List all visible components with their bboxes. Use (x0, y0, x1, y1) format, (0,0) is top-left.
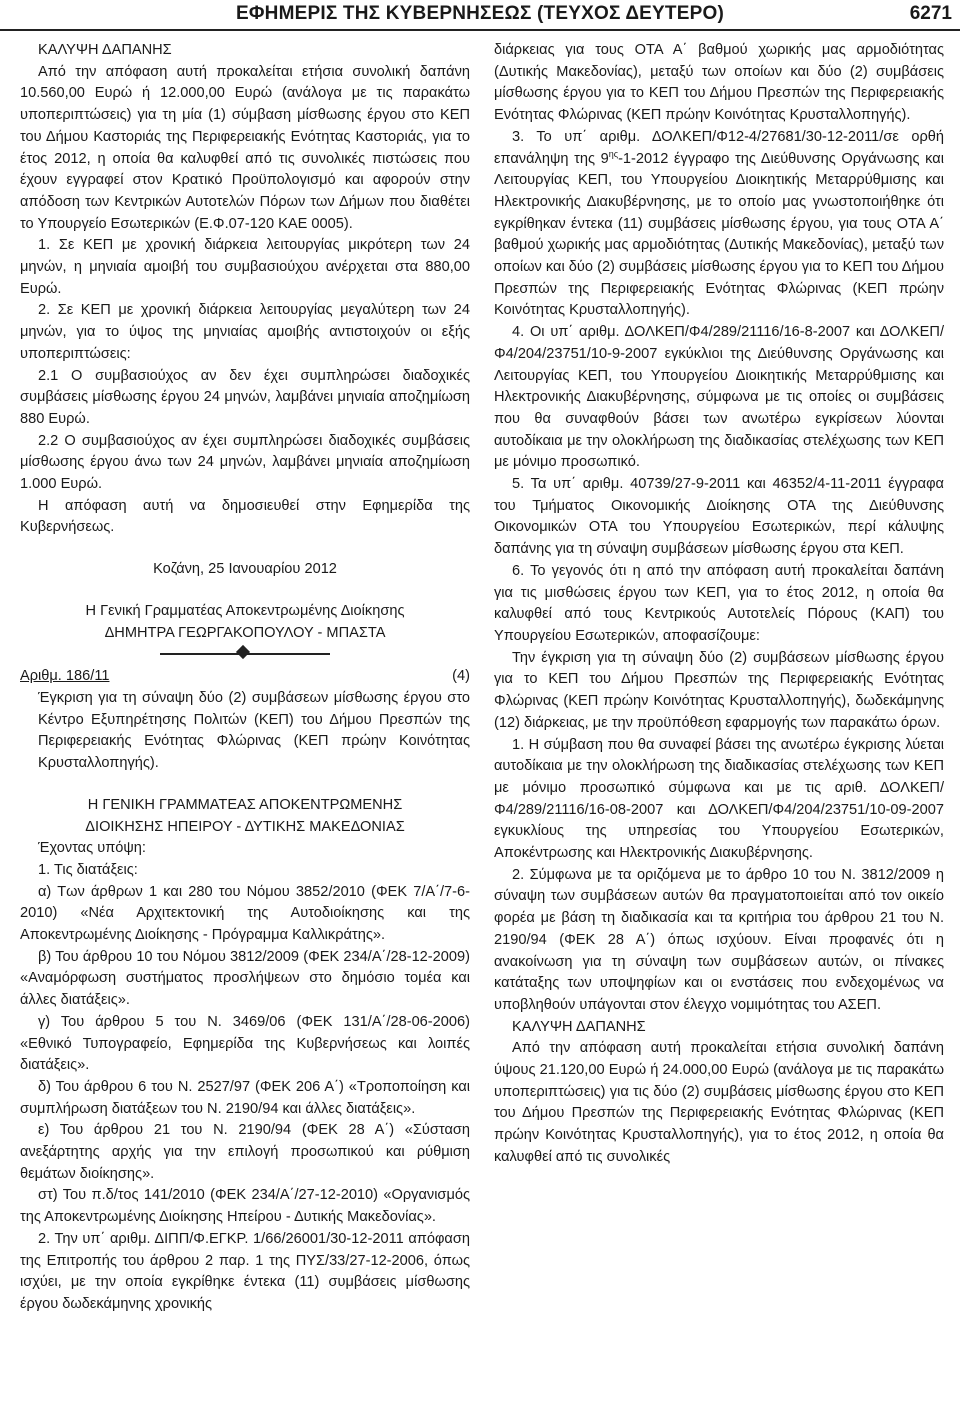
provision-c: γ) Του άρθρου 5 του Ν. 3469/06 (ΦΕΚ 131/Α΄/28-06-2006) «Εθνικό Τυπογραφείο, Εφημερίδα της Κυβερνήσεως και λοιπές διατάξεις». (20, 1013, 470, 1074)
considering: Έχοντας υπόψη: (38, 840, 146, 857)
place-date: Κοζάνη, 25 Ιανουαρίου 2012 (153, 561, 337, 578)
provision-b: β) Του άρθρου 10 του Νόμου 3812/2009 (ΦΕΚ 234/Α΄/28-12-2009) «Αναμόρφωση συστήματος προσλήψεων στο δημόσιο τομέα και άλλες διατάξεις». (20, 948, 470, 1009)
item-3 (494, 127, 944, 322)
item-3-part-2: -1-2012 έγγραφο της Διεύθυνσης Οργάνωσης και Λειτουργίας ΚΕΠ, του Υπουργείου Διοικητικής Μεταρρύθμισης και Ηλεκτρονικής Διακυβέρνησης, με το οποίο μας γνωστοποιήθηκε ότι εγκρίθηκαν έντεκα (11) συμβάσεις μίσθωσης έργου, για τους ΟΤΑ Α΄ βαθμού χωρικής μας αρμοδιότητας (Δυτικής Μακεδονίας), μεταξύ των οποίων και δύο (2) συμβάσεις μίσθωσης έργου για το ΚΕΠ του Δήμου Πρεσπών της Περιφερειακής Ενότητας Φλώρινας (ΚΕΠ πρώην Κοινότητας Κρυσταλλοπηγής). (494, 150, 944, 319)
decision-number-row (20, 666, 470, 688)
signatory-role: Η Γενική Γραμματέας Αποκεντρωμένης Διοίκησης (85, 602, 405, 619)
cost-paragraph-right: Από την απόφαση αυτή προκαλείται ετήσια συνολική δαπάνη ύψους 21.120,00 Ευρώ ή 24.000,00 Ευρώ (ανάλογα με τις παρακάτω υποπεριπτώσεις) για τις δύο (2) συμβάσεις μίσθωσης έργου στο ΚΕΠ του Δήμου Πρεσπών της Περιφερειακής Ενότητας Φλώρινας (ΚΕΠ πρώην Κοινότητας Κρυσταλλοπηγής), για το έτος 2012, η οποία θα καλυφθεί από τις συνολικές (494, 1040, 944, 1165)
right-column (494, 40, 944, 1169)
header-rule (0, 29, 960, 31)
publication-note: Η απόφαση αυτή να δημοσιευθεί στην Εφημερίδα της Κυβερνήσεως. (20, 497, 470, 536)
term-2: 2. Σύμφωνα με τα οριζόμενα με το άρθρο 10 του Ν. 3812/2009 η σύναψη των συμβάσεων αυτών θα πραγματοποιείται από τον οικείο φορέα με βάση τη διαδικασία και τα κριτήρια του άρθρου 21 του Ν. 2190/94 (ΦΕΚ 28 Α΄) όπως ισχύουν. Είναι προφανές ότι η ανακοίνωση για τη σύναψη των συμβάσεων αυτών, οι πίνακες κατάταξης των υποψηφίων και οι ενστάσεις που ενδεχομένως να υποβληθούν υπάγονται στον έλεγχο νομιμότητας του ΑΣΕΠ. (494, 866, 944, 1013)
item-2: 2. Την υπ΄ αριθμ. ΔΙΠΠ/Φ.ΕΓΚΡ. 1/66/26001/30-12-2011 απόφαση της Επιτροπής του άρθρου 2 παρ. 1 της ΠΥΣ/33/27-12-2006, όπως ισχύει, με την οποία εγκρίθηκε έντεκα (11) συμβάσεις μίσθωσης έργου δωδεκάμηνης χρονικής (20, 1230, 470, 1312)
decision-number: Αριθμ. 186/11 (20, 668, 110, 685)
left-column (20, 40, 470, 1316)
item-3-part-1: 3. Το υπ΄ αριθμ. ΔΟΛΚΕΠ/Φ12-4/27681/30-12-2011/σε ορθή επανάληψη της 9 (494, 128, 944, 167)
provisions-heading: 1. Τις διατάξεις: (38, 861, 138, 878)
item-4: 4. Οι υπ΄ αριθμ. ΔΟΛΚΕΠ/Φ4/289/21116/16-8-2007 και ΔΟΛΚΕΠ/Φ4/204/23751/10-9-2007 εγκύκλιοι της Διεύθυνσης Οργάνωσης και Λειτουργίας ΚΕΠ, του Υπουργείου Διοικητικής Μεταρρύθμισης και Ηλεκτρονικής Διακυβέρνησης, σύμφωνα με τις οποίες οι συμβάσεις που θα συναφθούν βάσει των ανωτέρω εγκρίσεων λύονται αυτοδίκαια με την ολοκλήρωση της διαδικασίας στελέχωσης των ΚΕΠ με μόνιμο προσωπικό. (494, 324, 944, 471)
case-2-1: 2.1 Ο συμβασιούχος αν δεν έχει συμπληρώσει διαδοχικές συμβάσεις μίσθωσης έργου 24 μηνών, λαμβάνει μηνιαία αποζημίωση 880 Ευρώ. (20, 367, 470, 427)
case-2-2: 2.2 Ο συμβασιούχος αν έχει συμπληρώσει διαδοχικές συμβάσεις μίσθωσης έργου άνω των 24 μηνών, λαμβάνει μηνιαία αποζημίωση 1.000 Ευρώ. (20, 432, 470, 493)
case-1: 1. Σε ΚΕΠ με χρονική διάρκεια λειτουργίας μικρότερη των 24 μηνών, η μηνιαία αμοιβή του συμβασιούχου ανέρχεται στα 880,00 Ευρώ. (20, 237, 470, 297)
page-header (0, 0, 960, 30)
item-3-superscript: ης (608, 148, 619, 159)
provision-e: ε) Του άρθρου 21 του Ν. 2190/94 (ΦΕΚ 28 Α΄) «Σύσταση ανεξάρτητης αρχής για την επιλογή προσωπικού και ρύθμιση θεμάτων διοίκησης». (20, 1122, 470, 1182)
decision-subject: Έγκριση για τη σύναψη δύο (2) συμβάσεων μίσθωσης έργου στο Κέντρο Εξυπηρέτησης Πολιτών (ΚΕΠ) του Δήμου Πρεσπών της Περιφερειακής Ενότητας Φλώρινας (ΚΕΠ πρώην Κοινότητας Κρυσταλλοπηγής). (38, 689, 470, 772)
approval-paragraph: Την έγκριση για τη σύναψη δύο (2) συμβάσεων μίσθωσης έργου για το ΚΕΠ του Δήμου Πρεσπών της Περιφερειακής Ενότητας Φλώρινας (ΚΕΠ πρώην Κοινότητας Κρυσταλλοπηγής), δωδεκάμηνης (12) διάρκειας, με την προϋπόθεση εφαρμογής των παρακάτω όρων. (494, 649, 944, 731)
continuation-paragraph: διάρκειας για τους ΟΤΑ Α΄ βαθμού χωρικής μας αρμοδιότητας (Δυτικής Μακεδονίας), μεταξύ των οποίων και δύο (2) συμβάσεις μίσθωσης έργου για το ΚΕΠ του Δήμου Πρεσπών της Περιφερειακής Ενότητας Φλώρινας (ΚΕΠ πρώην Κοινότητας Κρυσταλλοπηγής). (494, 42, 944, 124)
cost-paragraph: Από την απόφαση αυτή προκαλείται ετήσια συνολική δαπάνη 10.560,00 Ευρώ ή 12.000,00 Ευρώ (ανάλογα με τις παρακάτω υποπεριπτώσεις) για τη μία (1) σύμβαση μίσθωσης έργου στο ΚΕΠ του Δήμου Καστοριάς της Περιφερειακής Ενότητας Καστοριάς, για το έτος 2012, η οποία θα καλυφθεί από τις συνολικές πιστώσεις που έχουν εγγραφεί στον Κρατικό Προϋπολογισμό και αφορούν στην απόδοση των Κεντρικών Αυτοτελών Πόρων των Δήμων που διαθέτει το Υπουργείο Εσωτερικών (Ε.Φ.07-120 ΚΑΕ 0005). (20, 63, 470, 232)
page-number: 6271 (909, 3, 952, 24)
signatory-name: ΔΗΜΗΤΡΑ ΓΕΩΡΓΑΚΟΠΟΥΛΟΥ - ΜΠΑΣΤΑ (104, 624, 386, 641)
section-heading-cost-right: ΚΑΛΥΨΗ ΔΑΠΑΝΗΣ (512, 1018, 646, 1035)
case-2: 2. Σε ΚΕΠ με χρονική διάρκεια λειτουργίας μεγαλύτερη των 24 μηνών, για το ύψος της μηνιαίας αμοιβής αντιστοιχούν οι εξής υποπεριπτώσεις: (20, 302, 470, 362)
term-1: 1. Η σύμβαση που θα συναφεί βάσει της ανωτέρω έγκρισης λύεται αυτοδίκαια με την ολοκλήρωση της διαδικασίας στελέχωσης των ΚΕΠ με μόνιμο προσωπικό σύμφωνα και με τις αριθ. ΔΟΛΚΕΠ/Φ4/289/21116/16-08-2007 και ΔΟΛΚΕΠ/Φ4/204/23751/10-09-2007 εγκυκλίους της υπηρεσίας του Υπουργείου Εσωτερικών, Αποκέντρωσης και Ηλεκτρονικής Διακυβέρνησης. (494, 736, 944, 862)
authority-line-2: ΔΙΟΙΚΗΣΗΣ ΗΠΕΙΡΟΥ - ΔΥΤΙΚΗΣ ΜΑΚΕΔΟΝΙΑΣ (85, 818, 405, 835)
section-separator (20, 644, 470, 666)
provision-a: α) Των άρθρων 1 και 280 του Νόμου 3852/2010 (ΦΕΚ 7/Α΄/7-6-2010) «Νέα Αρχιτεκτονική της Αυτοδιοίκησης και της Αποκεντρωμένης Διοίκησης - Πρόγραμμα Καλλικράτης». (20, 883, 470, 944)
section-heading-cost: ΚΑΛΥΨΗ ΔΑΠΑΝΗΣ (38, 42, 172, 58)
item-6: 6. Το γεγονός ότι η από την απόφαση αυτή προκαλείται δαπάνη για τις μισθώσεις έργου των ΚΕΠ, για το έτος 2012, η οποία θα καλυφθεί από τους Κεντρικούς Αυτοτελείς Πόρους (ΚΑΠ) του Υπουργείου Εσωτερικών, αποφασίζουμε: (494, 562, 944, 644)
authority-line-1: Η ΓΕΝΙΚΗ ΓΡΑΜΜΑΤΕΑΣ ΑΠΟΚΕΝΤΡΩΜΕΝΗΣ (87, 796, 403, 813)
item-5: 5. Τα υπ΄ αριθμ. 40739/27-9-2011 και 46352/4-11-2011 έγγραφα του Τμήματος Οικονομικής Διοίκησης ΟΤΑ της Διεύθυνσης Οικονομικών ΟΤΑ του Υπουργείου Εσωτερικών, περί κάλυψης δαπάνης για τη σύναψη συμβάσεων μίσθωσης έργου στα ΚΕΠ. (494, 476, 944, 558)
provision-f: στ) Του π.δ/τος 141/2010 (ΦΕΚ 234/Α΄/27-12-2010) «Οργανισμός της Αποκεντρωμένης Διοίκησης Ηπείρου - Δυτικής Μακεδονίας». (20, 1187, 470, 1226)
gazette-title: ΕΦΗΜΕΡΙΣ ΤΗΣ ΚΥΒΕΡΝΗΣΕΩΣ (ΤΕΥΧΟΣ ΔΕΥΤΕΡΟ) (236, 3, 724, 24)
decision-index: (4) (452, 668, 470, 685)
provision-d: δ) Του άρθρου 6 του Ν. 2527/97 (ΦΕΚ 206 Α΄) «Τροποποίηση και συμπλήρωση διατάξεων του Ν. 2190/94 και άλλες διατάξεις». (20, 1078, 470, 1117)
